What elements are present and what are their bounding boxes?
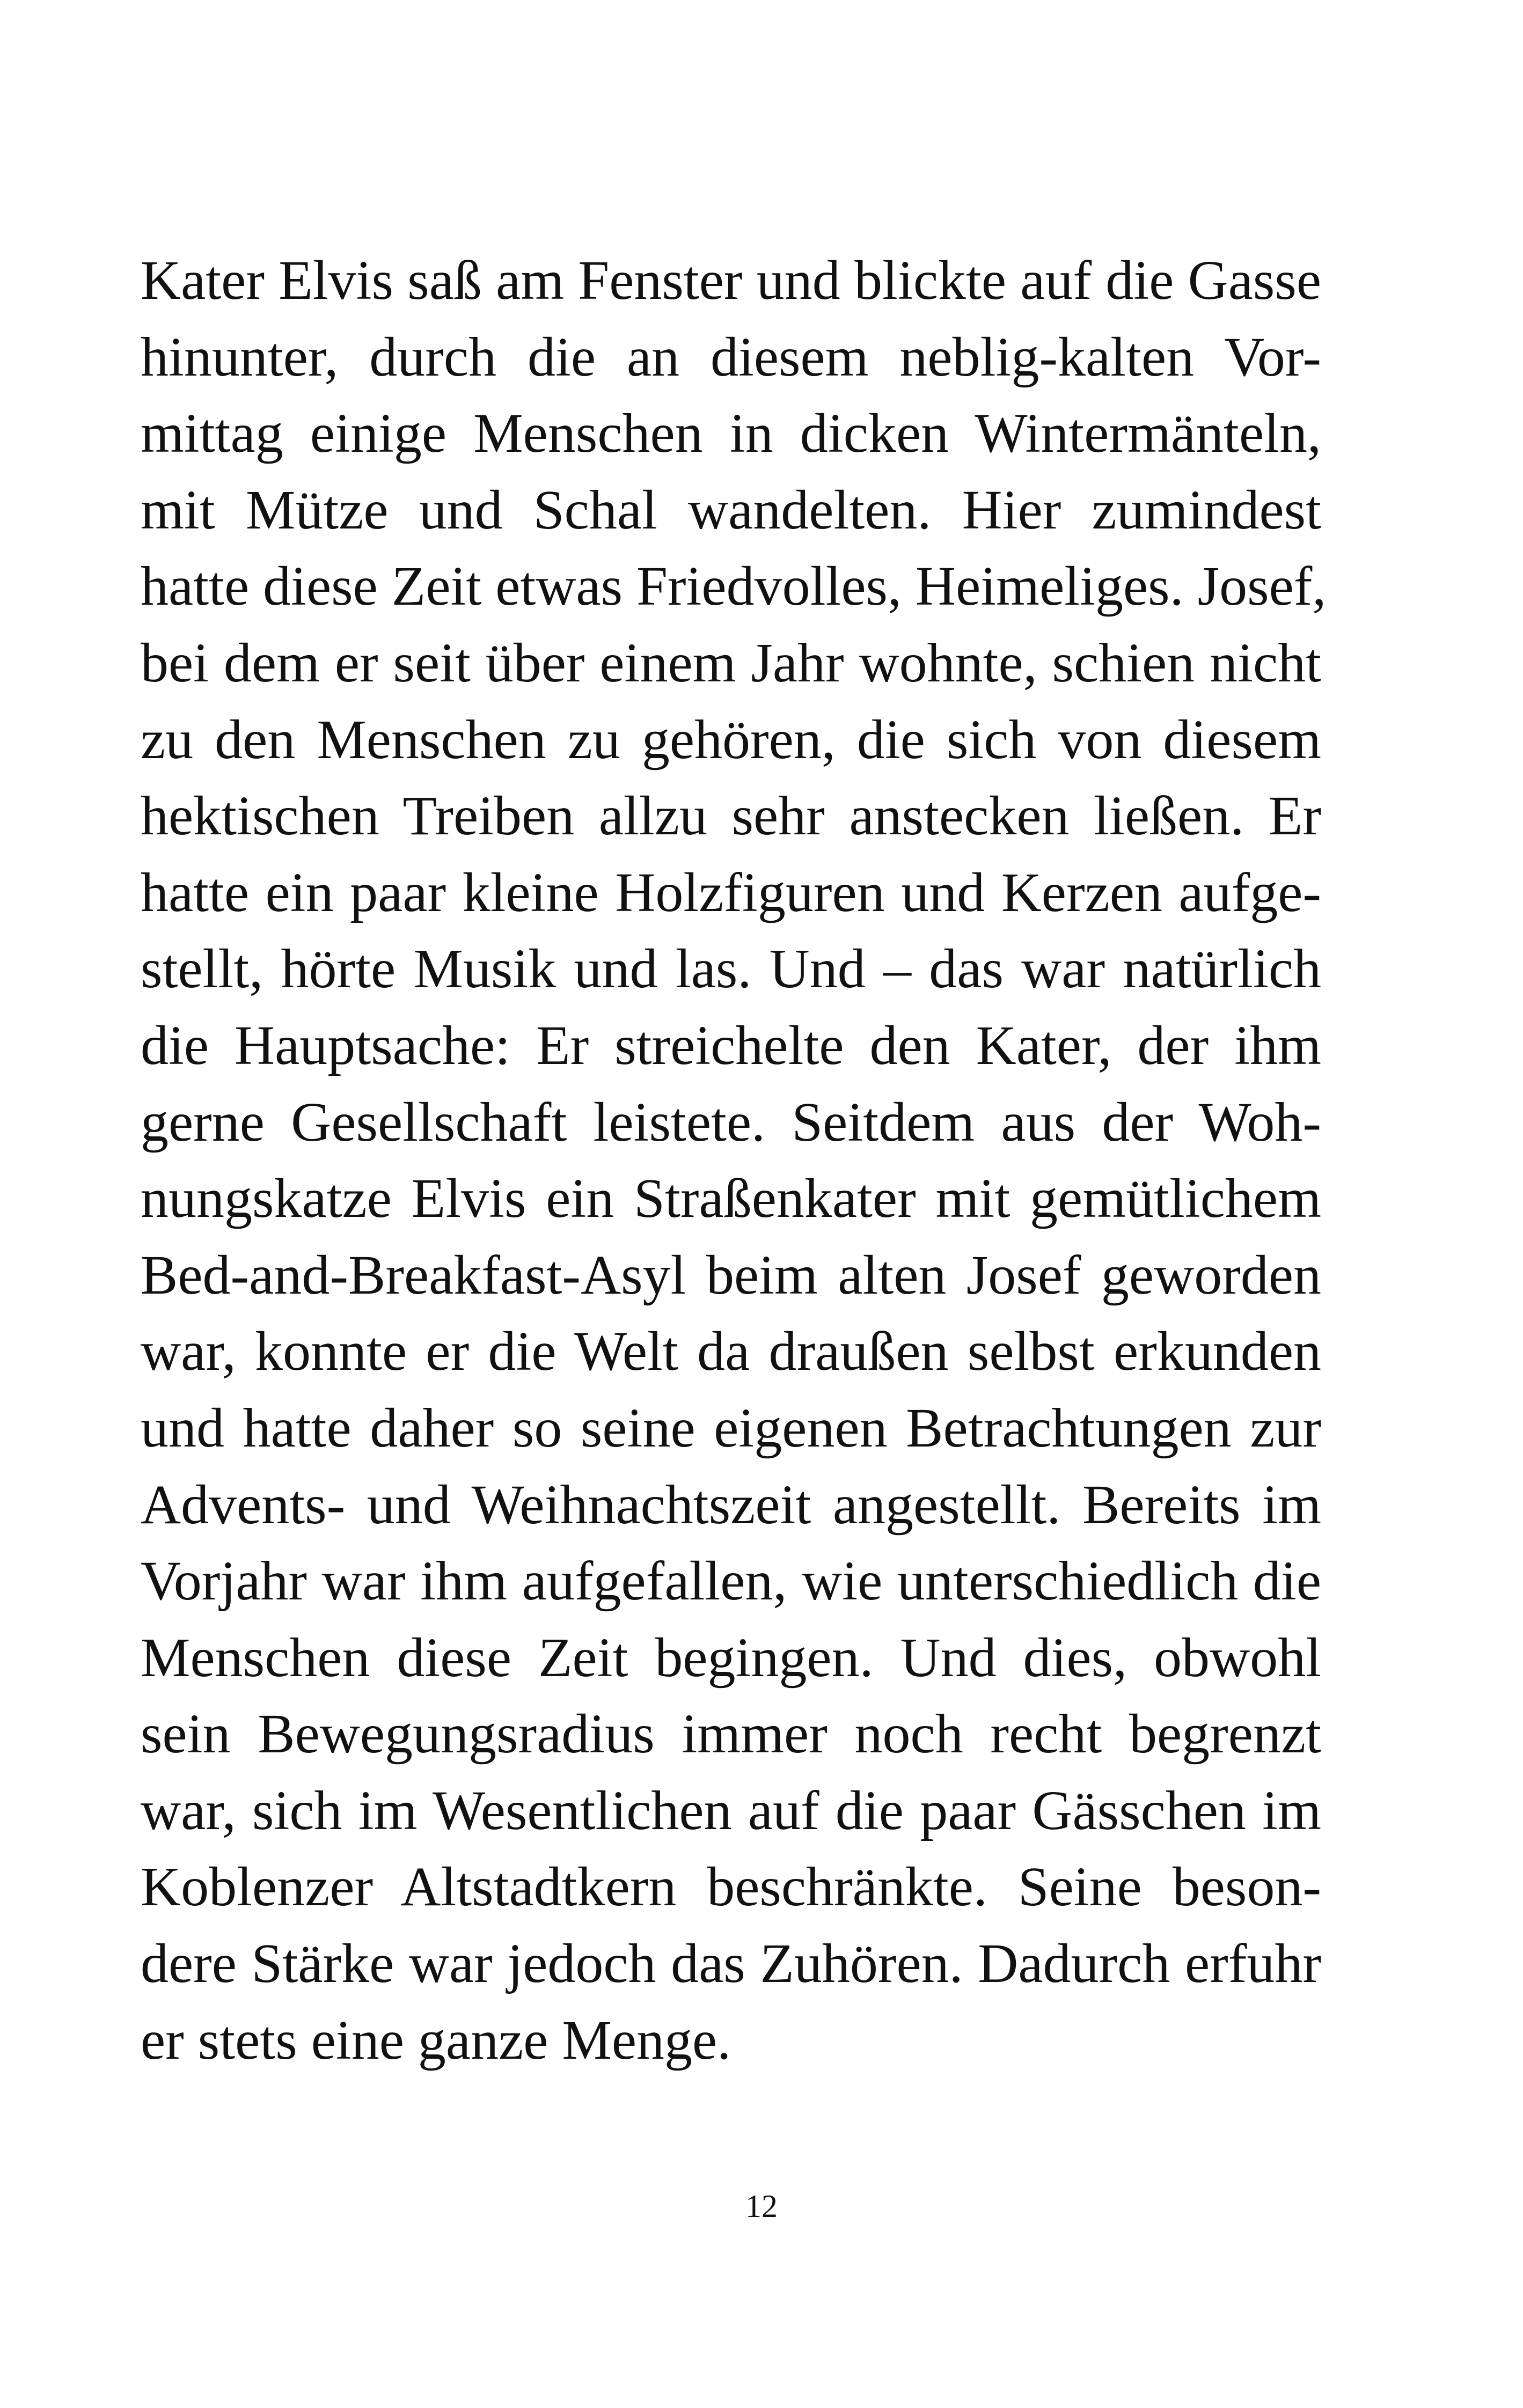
text-line: und hatte daher so seine eigenen Betrachtungen zur (141, 1397, 1321, 1459)
text-line: stellt, hörte Musik und las. Und – das war natürlich (141, 938, 1321, 1000)
text-line: die Hauptsache: Er streichelte den Kater, der ihm (141, 1014, 1321, 1076)
text-line: Vorjahr war ihm aufgefallen, wie unterschiedlich die (141, 1550, 1321, 1612)
text-line: mit Mütze und Schal wandelten. Hier zumindest (141, 479, 1321, 541)
text-line: hatte diese Zeit etwas Friedvolles, Heimeliges. Josef, (141, 555, 1327, 618)
body-paragraph (141, 243, 1327, 2079)
text-line: nungskatze Elvis ein Straßenkater mit gemütlichem (141, 1168, 1321, 1230)
page-number: 12 (745, 2189, 778, 2224)
text-line: sein Bewegungsradius immer noch recht begrenzt (141, 1703, 1321, 1765)
text-line: zu den Menschen zu gehören, die sich von diesem (141, 708, 1321, 770)
text-line: hektischen Treiben allzu sehr anstecken ließen. Er (141, 785, 1321, 847)
text-line: bei dem er seit über einem Jahr wohnte, schien nicht (141, 632, 1321, 694)
text-line: gerne Gesellschaft leistete. Seitdem aus der Woh- (141, 1091, 1321, 1153)
text-line: er stets eine ganze Menge. (141, 2009, 731, 2071)
text-line: mittag einige Menschen in dicken Wintermänteln, (141, 402, 1321, 465)
text-line: Bed-and-Breakfast-Asyl beim alten Josef geworden (141, 1244, 1321, 1306)
text-line: Kater Elvis saß am Fenster und blickte auf die Gasse (141, 249, 1321, 311)
text-line: war, sich im Wesentlichen auf die paar Gässchen im (141, 1779, 1321, 1841)
text-line: war, konnte er die Welt da draußen selbst erkunden (141, 1320, 1321, 1383)
text-line: Koblenzer Altstadtkern beschränkte. Seine beson- (141, 1856, 1321, 1918)
text-line: Menschen diese Zeit begingen. Und dies, obwohl (141, 1626, 1321, 1688)
text-line: hinunter, durch die an diesem neblig-kalten Vor- (141, 326, 1321, 388)
text-line: Advents- und Weihnachtszeit angestellt. Bereits im (141, 1473, 1321, 1536)
text-line: dere Stärke war jedoch das Zuhören. Dadurch erfuhr (141, 1933, 1321, 1995)
text-line: hatte ein paar kleine Holzfiguren und Kerzen aufge- (141, 861, 1321, 923)
